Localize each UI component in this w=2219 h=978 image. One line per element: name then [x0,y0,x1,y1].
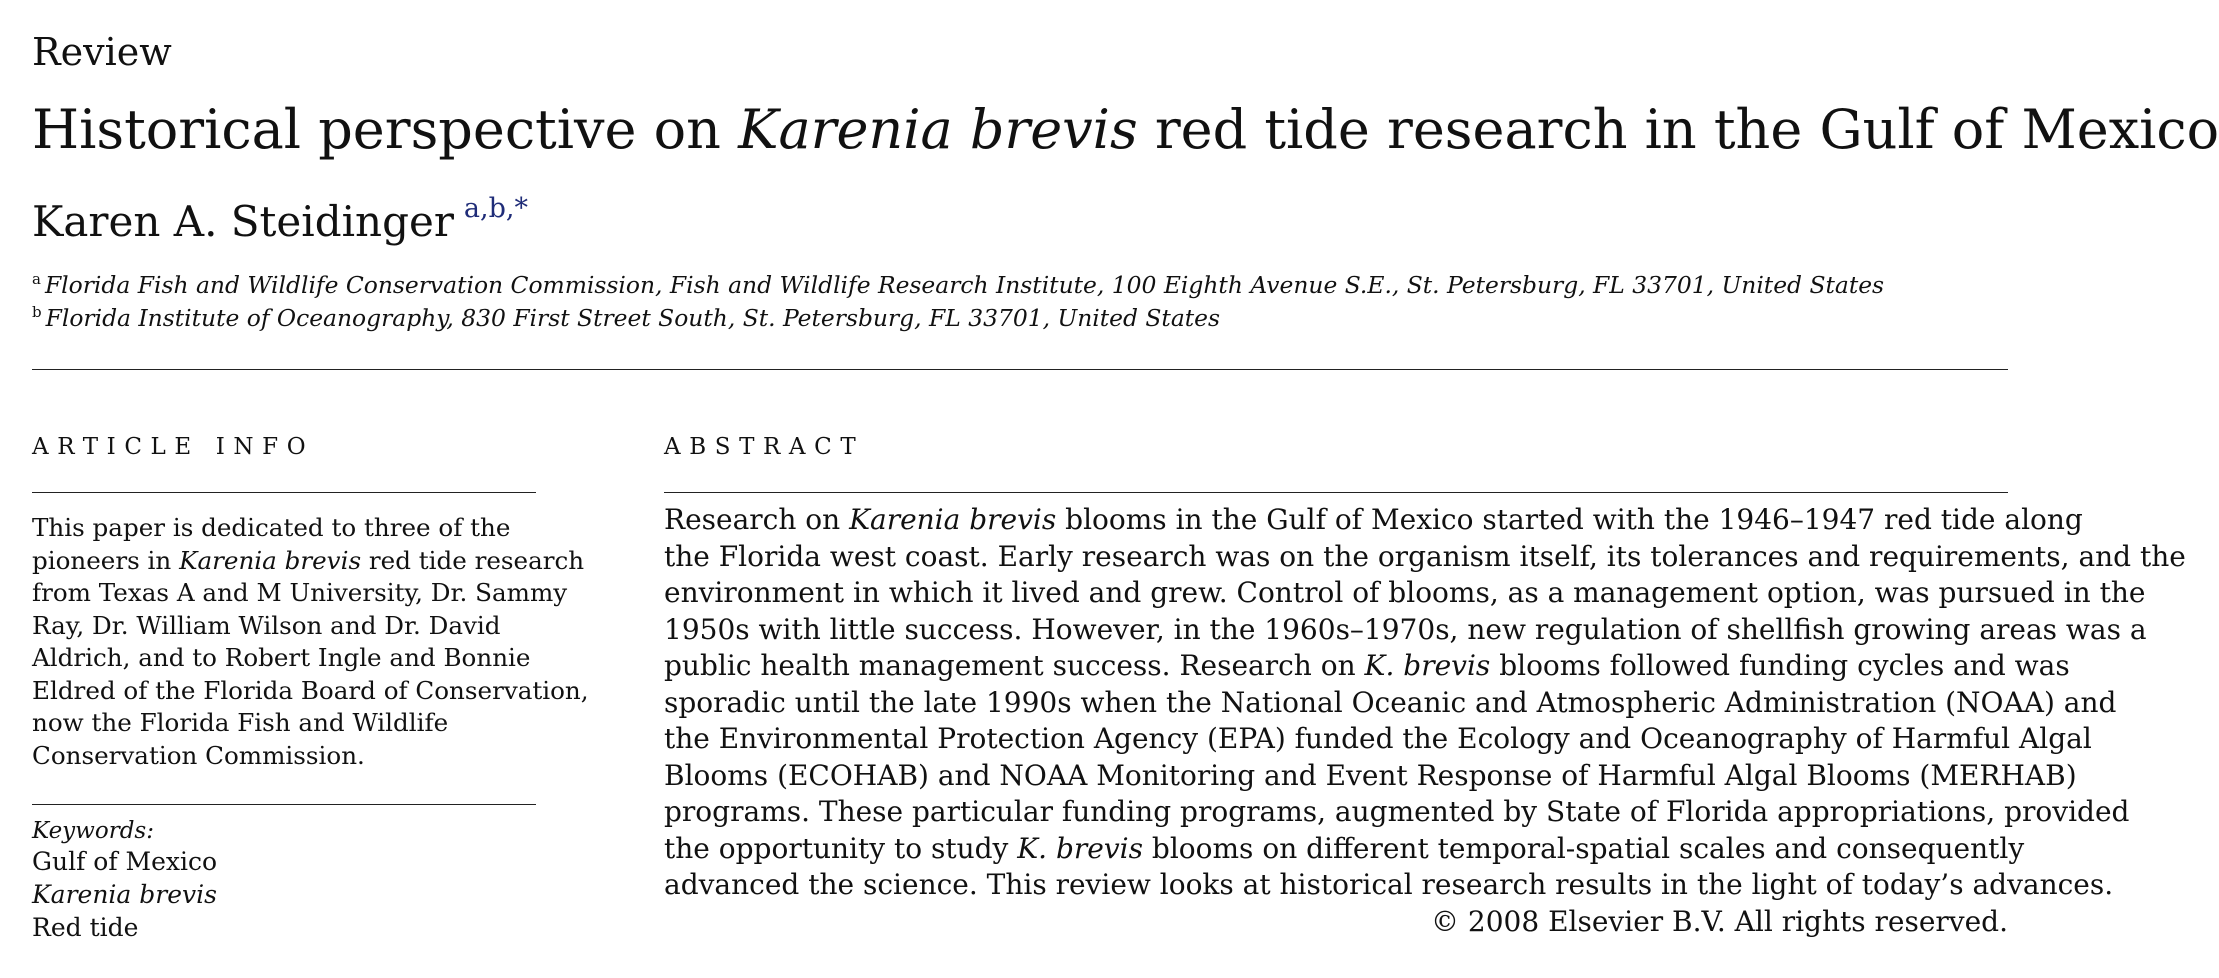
abstract-line: environment in which it lived and grew. Control of blooms, as a management option, was pursued in the [664,576,2146,609]
abstract-line: 1950s with little success. However, in the 1960s–1970s, new regulation of shellfish growing areas was a [664,612,2147,646]
article-type: Review [32,30,172,74]
keywords-divider [32,804,536,805]
affiliation-b [32,303,1220,333]
author-affiliation-markers[interactable]: a,b,* [463,193,528,224]
title-species: Karenia brevis [738,98,1138,161]
dedication [32,512,589,772]
affiliation-b-marker: b [32,303,42,321]
dedication-line: This paper is dedicated to three of the [32,513,511,542]
abstract-line: the opportunity to study K. brevis blooms on different temporal-spatial scales and consequently [664,831,2025,865]
abstract-heading: ABSTRACT [664,434,865,460]
abstract-line: sporadic until the late 1990s when the National Oceanic and Atmospheric Administration (NOAA) and [664,685,2117,719]
header-divider [32,369,2008,370]
dedication-line: from Texas A and M University, Dr. Sammy [32,578,568,607]
dedication-line: Eldred of the Florida Board of Conservation, [32,675,589,705]
dedication-line: pioneers in Karenia brevis red tide research [32,545,585,575]
affiliation-a-marker: a [32,270,41,288]
abstract-line: programs. These particular funding programs, augmented by State of Florida appropriations, provided [664,795,2130,828]
title-part1: Historical perspective on [32,98,739,161]
abstract-line: Research on Karenia brevis blooms in the Gulf of Mexico started with the 1946–1947 red tide along [664,503,2083,536]
title-part2: red tide research in the Gulf of Mexico [1137,98,2219,161]
article-info-divider-top [32,492,536,493]
abstract-body [664,502,2186,940]
author-name[interactable]: Karen A. Steidinger [32,197,454,246]
dedication-line: Ray, Dr. William Wilson and Dr. David [32,610,501,640]
dedication-line: now the Florida Fish and Wildlife [32,708,449,737]
keyword-item: Gulf of Mexico [32,847,218,876]
abstract-line: advanced the science. This review looks at historical research results in the light of today’s advances. [664,868,2114,901]
abstract-line: the Environmental Protection Agency (EPA) funded the Ecology and Oceanography of Harmful Algal [664,722,2092,755]
affiliation-a-text: Florida Fish and Wildlife Conservation Commission, Fish and Wildlife Research Institute, 100 Eighth Avenue S.E., St. Petersburg, FL 33701, United States [44,271,1885,299]
affiliation-a [32,270,1884,300]
author [32,193,528,248]
abstract-divider [664,492,2008,493]
keyword-item: Karenia brevis [32,880,217,909]
affiliation-b-text: Florida Institute of Oceanography, 830 First Street South, St. Petersburg, FL 33701, United States [45,304,1221,332]
dedication-line: Conservation Commission. [32,740,365,770]
abstract-line: Blooms (ECOHAB) and NOAA Monitoring and Event Response of Harmful Algal Blooms (MERHAB) [664,758,2077,792]
paper-title [32,98,2219,162]
copyright-notice: © 2008 Elsevier B.V. All rights reserved. [1431,904,2008,938]
article-info-heading: ARTICLE INFO [32,434,315,460]
dedication-line: Aldrich, and to Robert Ingle and Bonnie [32,643,531,672]
abstract-line: the Florida west coast. Early research was on the organism itself, its tolerances and requirements, and the [664,539,2186,573]
abstract-line: public health management success. Research on K. brevis blooms followed funding cycles and was [664,649,2070,682]
keywords-label: Keywords: [32,818,154,844]
keyword-item: Red tide [32,913,139,942]
